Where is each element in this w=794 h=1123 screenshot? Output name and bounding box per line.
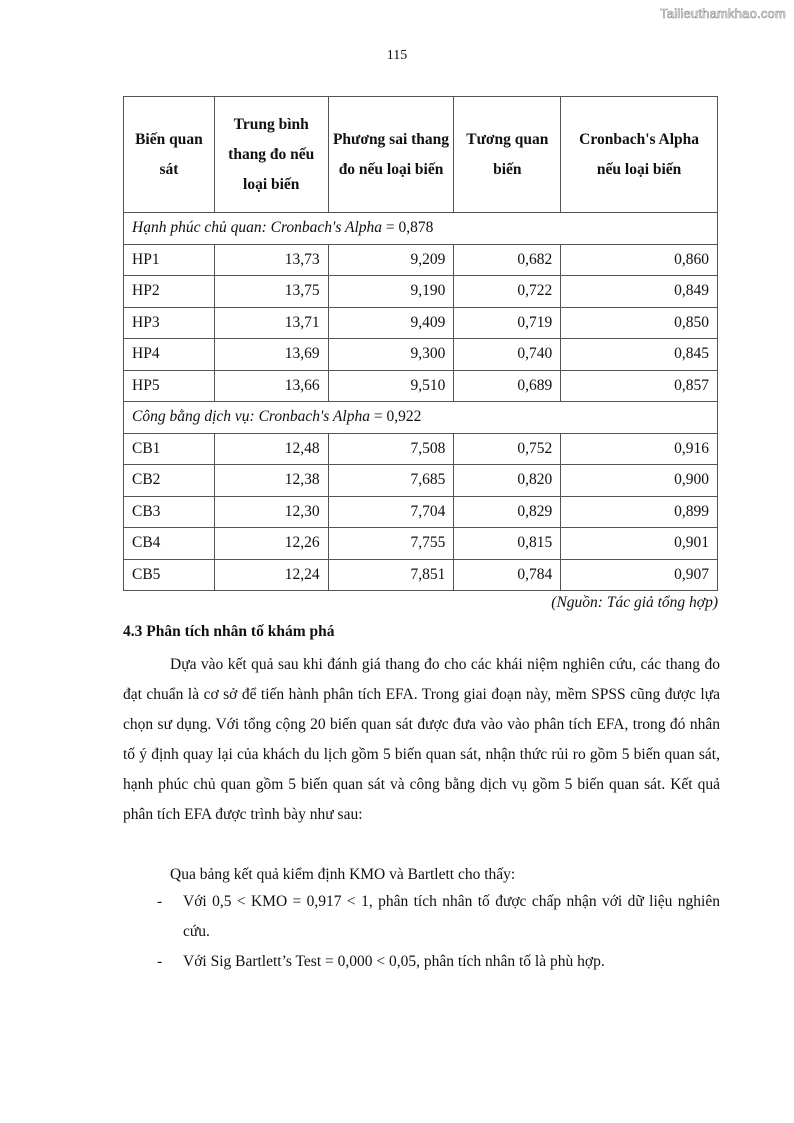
list-item	[123, 887, 720, 947]
table-row	[124, 528, 718, 560]
section-title: Hạnh phúc chủ quan: Cronbach's Alpha	[132, 219, 383, 237]
cell-variance: 7,704	[328, 496, 454, 528]
section-row	[124, 402, 718, 434]
cell-variable: CB1	[124, 433, 215, 465]
cell-mean: 12,30	[214, 496, 328, 528]
header-alpha-if-deleted: Cronbach's Alpha nếu loại biến	[561, 97, 718, 213]
cell-alpha: 0,849	[561, 276, 718, 308]
list-item	[123, 947, 720, 977]
cell-alpha: 0,916	[561, 433, 718, 465]
cell-correlation: 0,784	[454, 559, 561, 591]
bullet-marker: -	[157, 893, 163, 910]
cell-variable: HP5	[124, 370, 215, 402]
body-paragraph: Dựa vào kết quả sau khi đánh giá thang đo cho các khái niệm nghiên cứu, các thang đo đạt chuẩn là cơ sở để tiến hành phân tích EFA. Trong giai đoạn này, mềm SPSS cũng được lựa chọn sư dụng. Với tổng cộng 20 biến quan sát được đưa vào vào phân tích EFA, trong đó nhân tố ý định quay lại của khách du lịch gồm 5 biến quan sát, nhận thức rủi ro gồm 5 biến quan sát, hạnh phúc chủ quan gồm 5 biến quan sát và công bằng dịch vụ gồm 5 biến quan sát. Kết quả phân tích EFA được trình bày như sau:	[123, 656, 720, 823]
table-row	[124, 370, 718, 402]
list-item-text: Với 0,5 < KMO = 0,917 < 1, phân tích nhân tố được chấp nhận với dữ liệu nghiên cứu.	[183, 893, 720, 940]
cell-variable: CB5	[124, 559, 215, 591]
page-number: 115	[386, 48, 408, 63]
cell-variable: CB2	[124, 465, 215, 497]
cell-correlation: 0,815	[454, 528, 561, 560]
cell-variable: CB3	[124, 496, 215, 528]
header-item-correlation: Tương quan biến	[454, 97, 561, 213]
table-row	[124, 339, 718, 371]
body-paragraph: Qua bảng kết quả kiểm định KMO và Bartlett cho thấy:	[170, 866, 516, 883]
section-title: Công bằng dịch vụ: Cronbach's Alpha	[132, 408, 370, 426]
cell-variance: 7,851	[328, 559, 454, 591]
cell-variance: 9,510	[328, 370, 454, 402]
cell-variable: HP4	[124, 339, 215, 371]
header-scale-variance: Phương sai thang đo nếu loại biến	[328, 97, 454, 213]
cell-alpha: 0,900	[561, 465, 718, 497]
cell-mean: 12,24	[214, 559, 328, 591]
cell-correlation: 0,752	[454, 433, 561, 465]
cell-mean: 13,69	[214, 339, 328, 371]
cell-mean: 12,48	[214, 433, 328, 465]
header-variable: Biến quan sát	[124, 97, 215, 213]
table-row	[124, 307, 718, 339]
cell-variance: 7,755	[328, 528, 454, 560]
table-row	[124, 244, 718, 276]
watermark: Tailieuthamkhao.com	[660, 6, 786, 21]
section-alpha: = 0,878	[382, 219, 434, 237]
table-header-row	[124, 97, 718, 213]
cell-correlation: 0,682	[454, 244, 561, 276]
cell-mean: 13,71	[214, 307, 328, 339]
cell-variable: HP1	[124, 244, 215, 276]
table-row	[124, 559, 718, 591]
table-row	[124, 276, 718, 308]
table-row	[124, 433, 718, 465]
cell-variable: HP3	[124, 307, 215, 339]
list-item-text: Với Sig Bartlett’s Test = 0,000 < 0,05, phân tích nhân tố là phù hợp.	[183, 953, 605, 970]
cell-alpha: 0,850	[561, 307, 718, 339]
header-scale-mean: Trung bình thang đo nếu loại biến	[214, 97, 328, 213]
cell-alpha: 0,860	[561, 244, 718, 276]
cell-alpha: 0,899	[561, 496, 718, 528]
cell-correlation: 0,740	[454, 339, 561, 371]
section-row	[124, 213, 718, 245]
cell-alpha: 0,845	[561, 339, 718, 371]
cell-variable: HP2	[124, 276, 215, 308]
cell-correlation: 0,689	[454, 370, 561, 402]
cell-variance: 9,209	[328, 244, 454, 276]
bullet-marker: -	[157, 953, 163, 970]
cell-correlation: 0,829	[454, 496, 561, 528]
cell-alpha: 0,907	[561, 559, 718, 591]
cell-mean: 12,38	[214, 465, 328, 497]
cell-mean: 13,66	[214, 370, 328, 402]
cell-mean: 13,75	[214, 276, 328, 308]
table-row	[124, 465, 718, 497]
reliability-table	[123, 96, 718, 591]
cell-alpha: 0,857	[561, 370, 718, 402]
cell-variance: 9,190	[328, 276, 454, 308]
section-alpha: = 0,922	[369, 408, 422, 426]
cell-correlation: 0,820	[454, 465, 561, 497]
cell-variance: 7,508	[328, 433, 454, 465]
cell-correlation: 0,719	[454, 307, 561, 339]
section-heading: 4.3 Phân tích nhân tố khám phá	[123, 623, 335, 640]
table-row	[124, 496, 718, 528]
cell-mean: 13,73	[214, 244, 328, 276]
table-source-note: (Nguồn: Tác giả tổng hợp)	[551, 594, 718, 611]
cell-variable: CB4	[124, 528, 215, 560]
cell-variance: 9,409	[328, 307, 454, 339]
cell-variance: 9,300	[328, 339, 454, 371]
cell-variance: 7,685	[328, 465, 454, 497]
cell-alpha: 0,901	[561, 528, 718, 560]
cell-mean: 12,26	[214, 528, 328, 560]
cell-correlation: 0,722	[454, 276, 561, 308]
